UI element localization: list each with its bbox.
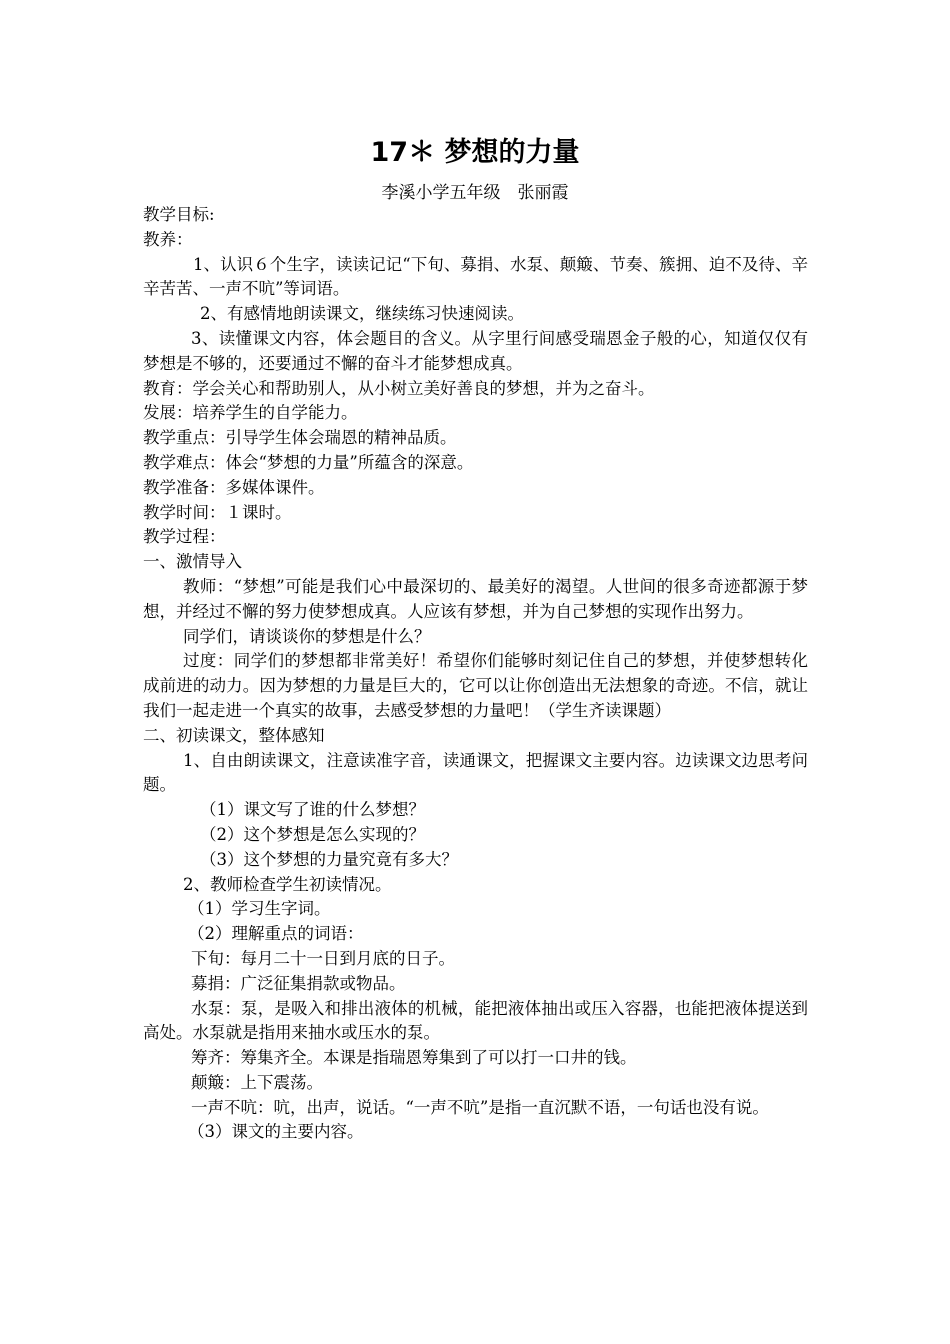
paragraph: 水泵：泵，是吸入和排出液体的机械，能把液体抽出或压入容器，也能把液体提送到高处。水泵就是指用来抽水或压水的泵。 [143, 998, 808, 1043]
paragraph: 教学难点：体会“梦想的力量”所蕴含的深意。 [143, 452, 474, 472]
section-heading: 二、初读课文，整体感知 [143, 725, 325, 745]
paragraph: 筹齐：筹集齐全。本课是指瑞恩筹集到了可以打一口井的钱。 [191, 1048, 637, 1068]
paragraph: 1、自由朗读课文，注意读准字音，读通课文，把握课文主要内容。边读课文边思考问题。 [143, 750, 808, 795]
paragraph: 2、教师检查学生初读情况。 [183, 874, 392, 894]
section-heading: 一、激情导入 [143, 552, 242, 572]
paragraph: 发展：培养学生的自学能力。 [143, 403, 358, 423]
document-body [143, 203, 808, 1145]
paragraph: 教育：学会关心和帮助别人，从小树立美好善良的梦想，并为之奋斗。 [143, 378, 655, 398]
paragraph: 教养： [143, 229, 193, 249]
paragraph: 过度：同学们的梦想都非常美好！希望你们能够时刻记住自己的梦想，并使梦想转化成前进的动力。因为梦想的力量是巨大的，它可以让你创造出无法想象的奇迹。不信，就让我们一起走进一个真实的故事，去感受梦想的力量吧！（学生齐读课题） [143, 651, 808, 720]
paragraph: 教学时间：１课时。 [143, 502, 292, 522]
paragraph: 教学重点：引导学生体会瑞恩的精神品质。 [143, 428, 457, 448]
paragraph: 教师：“梦想”可能是我们心中最深切的、最美好的渴望。人世间的很多奇迹都源于梦想，并经过不懈的努力使梦想成真。人应该有梦想，并为自己梦想的实现作出努力。 [143, 576, 808, 621]
paragraph: 颠簸：上下震荡。 [191, 1072, 323, 1092]
document-title: 17＊ 梦想的力量 [370, 137, 580, 168]
paragraph: （3）这个梦想的力量究竟有多大？ [200, 849, 458, 869]
paragraph: 1、认识６个生字，读读记记“下旬、募捐、水泵、颠簸、节奏、簇拥、迫不及待、辛辛苦苦、一声不吭”等词语。 [143, 254, 808, 299]
paragraph: 募捐：广泛征集捐款或物品。 [191, 973, 406, 993]
paragraph: 2、有感情地朗读课文，继续练习快速阅读。 [200, 304, 524, 324]
paragraph: 一声不吭：吭，出声，说话。“一声不吭”是指一直沉默不语，一句话也没有说。 [191, 1097, 769, 1117]
paragraph: 教学目标: [143, 205, 215, 224]
paragraph: 下旬：每月二十一日到月底的日子。 [191, 948, 455, 968]
paragraph: （2）这个梦想是怎么实现的？ [200, 824, 425, 844]
paragraph: （1）学习生字词。 [188, 899, 331, 919]
paragraph: （2）理解重点的词语： [188, 924, 364, 944]
paragraph: 3、读懂课文内容，体会题目的含义。从字里行间感受瑞恩金子般的心，知道仅仅有梦想是不够的，还要通过不懈的奋斗才能梦想成真。 [143, 328, 808, 373]
paragraph: （3）课文的主要内容。 [188, 1122, 364, 1142]
paragraph: （1）课文写了谁的什么梦想？ [200, 800, 425, 820]
document-subtitle: 李溪小学五年级 张丽霞 [381, 183, 569, 203]
paragraph: 教学过程： [143, 527, 226, 547]
paragraph: 教学准备：多媒体课件。 [143, 477, 325, 497]
paragraph: 同学们，请谈谈你的梦想是什么？ [183, 626, 431, 646]
